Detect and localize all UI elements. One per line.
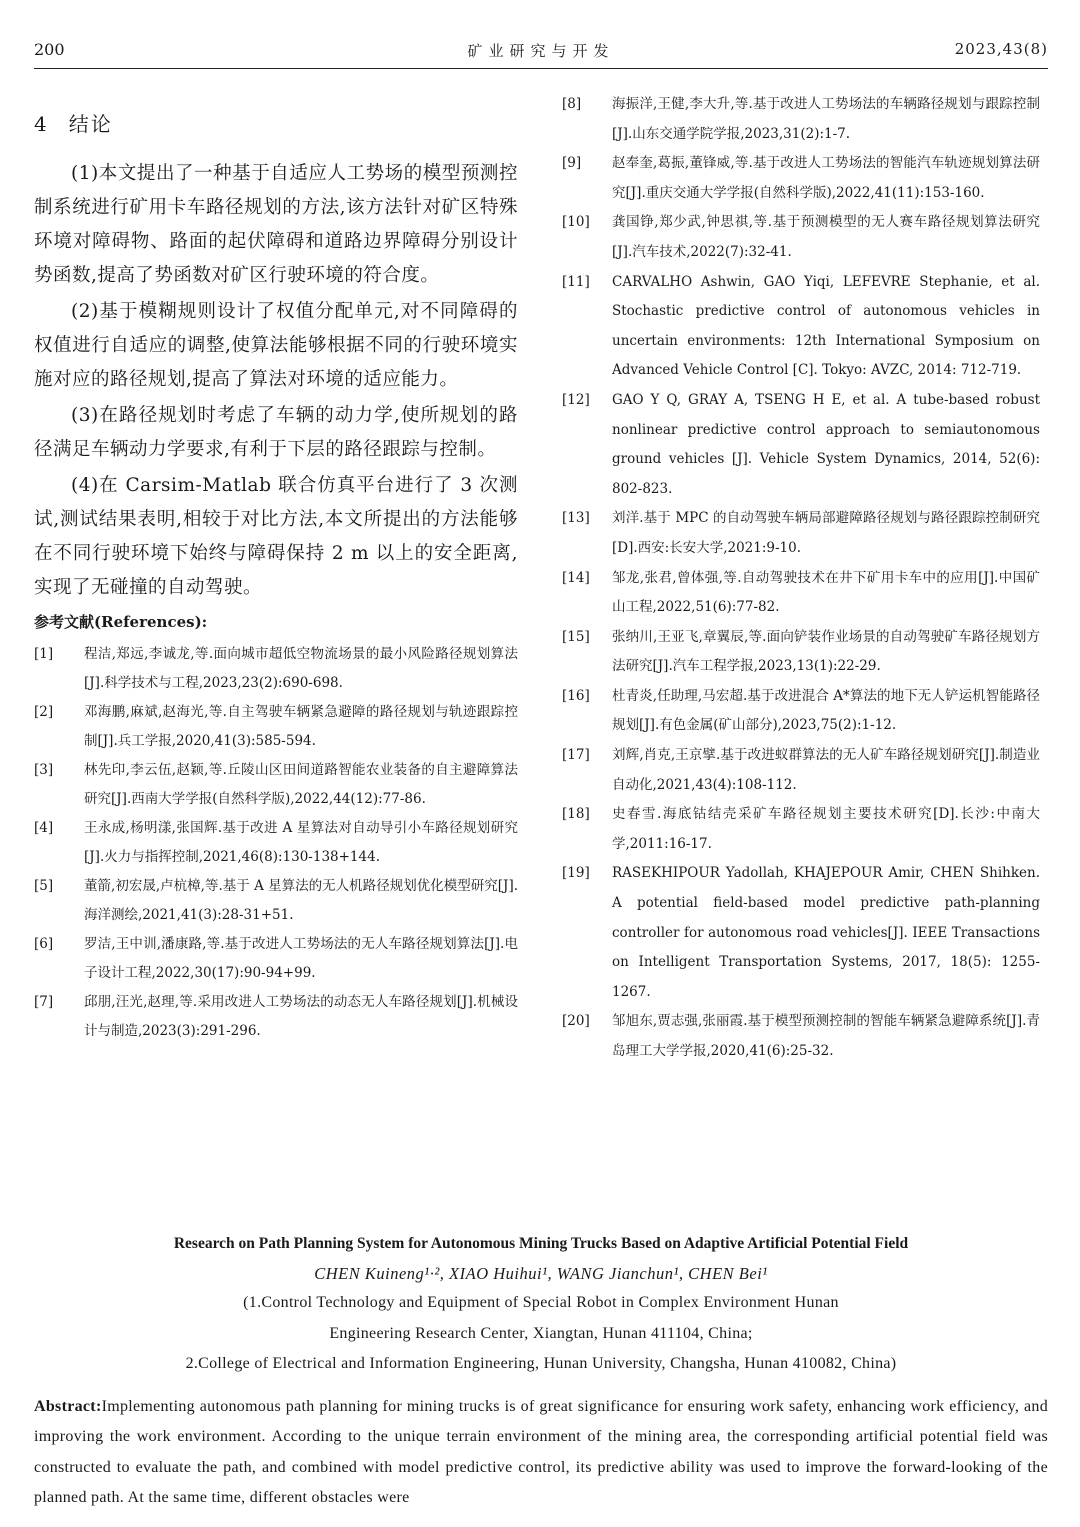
right-column bbox=[562, 90, 1040, 1067]
reference-number: [4] bbox=[34, 820, 54, 836]
reference-item bbox=[562, 149, 1040, 208]
reference-item bbox=[562, 859, 1040, 1007]
reference-text: 史春雪.海底钴结壳采矿车路径规划主要技术研究[D].长沙:中南大学,2011:16-17. bbox=[612, 806, 1040, 852]
reference-number: [2] bbox=[34, 704, 54, 720]
section-number: 4 bbox=[34, 112, 49, 136]
reference-number: [10] bbox=[562, 214, 590, 231]
reference-item bbox=[562, 741, 1040, 800]
reference-text: 杜青炎,任助理,马宏超.基于改进混合 A*算法的地下无人铲运机智能路径规划[J].有色金属(矿山部分),2023,75(2):1-12. bbox=[612, 687, 1040, 734]
english-authors: CHEN Kuineng¹·², XIAO Huihui¹, WANG Jianchun¹, CHEN Bei¹ bbox=[314, 1264, 768, 1283]
left-column bbox=[34, 108, 518, 1046]
reference-item bbox=[562, 208, 1040, 267]
reference-item bbox=[34, 698, 518, 756]
reference-text: CARVALHO Ashwin, GAO Yiqi, LEFEVRE Stephanie, et al. Stochastic predictive control of autonomous vehicles in uncertain environments: 12th International Symposium on Advanced Vehicle Control [C]. Tokyo: AVZC, 2014: 712-719. bbox=[612, 273, 1040, 379]
affiliation-line: Engineering Research Center, Xiangtan, Hunan 411104, China; bbox=[329, 1324, 753, 1342]
reference-number: [17] bbox=[562, 747, 590, 764]
reference-item bbox=[34, 640, 518, 698]
reference-item bbox=[562, 623, 1040, 682]
reference-number: [16] bbox=[562, 687, 590, 704]
section-title: 结论 bbox=[68, 112, 113, 136]
affiliation-line: 2.College of Electrical and Information Engineering, Hunan University, Changsha, Hunan 410082, China) bbox=[185, 1355, 897, 1372]
reference-item bbox=[562, 268, 1040, 386]
reference-text: 龚国铮,郑少武,钟思祺,等.基于预测模型的无人赛车路径规划算法研究[J].汽车技术,2022(7):32-41. bbox=[612, 214, 1040, 260]
reference-number: [20] bbox=[562, 1013, 590, 1030]
reference-item bbox=[34, 756, 518, 814]
reference-text: 张纳川,王亚飞,章翼辰,等.面向铲装作业场景的自动驾驶矿车路径规划方法研究[J].汽车工程学报,2023,13(1):22-29. bbox=[612, 628, 1040, 675]
reference-item bbox=[34, 930, 518, 988]
journal-title: 矿业研究与开发 bbox=[467, 42, 615, 60]
journal-issue: 2023,43(8) bbox=[954, 40, 1048, 58]
conclusion-paragraph: (1)本文提出了一种基于自适应人工势场的模型预测控制系统进行矿用卡车路径规划的方法,该方法针对矿区特殊环境对障碍物、路面的起伏障碍和道路边界障碍分别设计势函数,提高了势函数对矿区行驶环境的符合度。 bbox=[34, 163, 518, 286]
reference-number: [19] bbox=[562, 865, 590, 882]
reference-text: 刘辉,肖克,王京擘.基于改进蚁群算法的无人矿车路径规划研究[J].制造业自动化,2021,43(4):108-112. bbox=[612, 747, 1040, 793]
page-header bbox=[34, 38, 1048, 69]
page-number: 200 bbox=[34, 40, 65, 59]
reference-number: [14] bbox=[562, 569, 590, 586]
reference-item bbox=[34, 988, 518, 1046]
reference-number: [1] bbox=[34, 646, 54, 662]
reference-number: [9] bbox=[562, 155, 582, 172]
conclusion-paragraph: (3)在路径规划时考虑了车辆的动力学,使所规划的路径满足车辆动力学要求,有利于下层的路径跟踪与控制。 bbox=[34, 405, 518, 460]
reference-item bbox=[562, 682, 1040, 741]
reference-item bbox=[34, 872, 518, 930]
reference-text: 刘洋.基于 MPC 的自动驾驶车辆局部避障路径规划与路径跟踪控制研究[D].西安:长安大学,2021:9-10. bbox=[612, 510, 1040, 556]
reference-number: [18] bbox=[562, 806, 590, 823]
section-heading bbox=[34, 108, 518, 137]
reference-text: 程洁,郑远,李诚龙,等.面向城市超低空物流场景的最小风险路径规划算法[J].科学技术与工程,2023,23(2):690-698. bbox=[84, 646, 518, 691]
reference-number: [7] bbox=[34, 994, 54, 1010]
references-heading: 参考文献(References): bbox=[34, 613, 208, 631]
reference-text: RASEKHIPOUR Yadollah, KHAJEPOUR Amir, CHEN Shihken. A potential field-based model predictive path-planning controller for autonomous road vehicles[J]. IEEE Transactions on Intelligent Transportation Systems, 2017, 18(5): 1255-1267. bbox=[612, 865, 1040, 1000]
reference-number: [13] bbox=[562, 510, 590, 527]
reference-item bbox=[34, 814, 518, 872]
reference-number: [3] bbox=[34, 762, 54, 778]
reference-text: 林先印,李云伍,赵颖,等.丘陵山区田间道路智能农业装备的自主避障算法研究[J].西南大学学报(自然科学版),2022,44(12):77-86. bbox=[84, 762, 518, 807]
reference-number: [15] bbox=[562, 628, 590, 645]
abstract-label: Abstract: bbox=[34, 1397, 102, 1415]
reference-text: 罗洁,王中训,潘康路,等.基于改进人工势场法的无人车路径规划算法[J].电子设计工程,2022,30(17):90-94+99. bbox=[84, 936, 518, 981]
reference-number: [8] bbox=[562, 96, 582, 112]
conclusion-paragraph: (4)在 Carsim-Matlab 联合仿真平台进行了 3 次测试,测试结果表明,相较于对比方法,本文所提出的方法能够在不同行驶环境下始终与障碍保持 2 m 以上的安全距离,实现了无碰撞的自动驾驶。 bbox=[34, 475, 518, 598]
reference-number: [12] bbox=[562, 391, 590, 408]
reference-item bbox=[562, 90, 1040, 149]
reference-text: 邱朋,汪光,赵理,等.采用改进人工势场法的动态无人车路径规划[J].机械设计与制造,2023(3):291-296. bbox=[84, 994, 518, 1039]
reference-item bbox=[562, 800, 1040, 859]
reference-text: 邹旭东,贾志强,张丽霞.基于模型预测控制的智能车辆紧急避障系统[J].青岛理工大学学报,2020,41(6):25-32. bbox=[612, 1013, 1040, 1059]
reference-number: [11] bbox=[562, 273, 590, 290]
reference-text: GAO Y Q, GRAY A, TSENG H E, et al. A tube-based robust nonlinear predictive control approach to semiautonomous ground vehicles [J]. Vehicle System Dynamics, 2014, 52(6): 802-823. bbox=[612, 391, 1040, 497]
english-abstract-block bbox=[34, 1232, 1048, 1514]
reference-item bbox=[562, 504, 1040, 563]
reference-number: [5] bbox=[34, 878, 54, 894]
reference-text: 董箭,初宏晟,卢杭樟,等.基于 A 星算法的无人机路径规划优化模型研究[J].海洋测绘,2021,41(3):28-31+51. bbox=[84, 878, 518, 923]
reference-text: 赵奉奎,葛振,董锋威,等.基于改进人工势场法的智能汽车轨迹规划算法研究[J].重庆交通大学学报(自然科学版),2022,41(11):153-160. bbox=[612, 155, 1040, 201]
reference-text: 邹龙,张君,曾体强,等.自动驾驶技术在井下矿用卡车中的应用[J].中国矿山工程,2022,51(6):77-82. bbox=[612, 569, 1040, 616]
reference-text: 王永成,杨明漾,张国辉.基于改进 A 星算法对自动导引小车路径规划研究[J].火力与指挥控制,2021,46(8):130-138+144. bbox=[84, 820, 518, 865]
reference-item bbox=[562, 564, 1040, 623]
abstract-text: Implementing autonomous path planning for mining trucks is of great significance for ensuring work safety, enhancing work efficiency, and improving the work environment. According to the unique terrain environment of the mining area, the corresponding artificial potential field was constructed to evaluate the path, and combined with model predictive control, its predictive ability was used to improve the forward-looking of the planned path. At the same time, different obstacles were bbox=[34, 1397, 1048, 1506]
conclusion-paragraph: (2)基于模糊规则设计了权值分配单元,对不同障碍的权值进行自适应的调整,使算法能够根据不同的行驶环境实施对应的路径规划,提高了算法对环境的适应能力。 bbox=[34, 301, 518, 390]
reference-item bbox=[562, 386, 1040, 504]
reference-number: [6] bbox=[34, 936, 54, 952]
reference-item bbox=[562, 1007, 1040, 1066]
affiliation-line: (1.Control Technology and Equipment of Special Robot in Complex Environment Hunan bbox=[243, 1294, 839, 1311]
abstract bbox=[34, 1392, 1048, 1514]
english-title: Research on Path Planning System for Autonomous Mining Trucks Based on Adaptive Artificial Potential Field bbox=[173, 1235, 909, 1252]
reference-text: 邓海鹏,麻斌,赵海光,等.自主驾驶车辆紧急避障的路径规划与轨迹跟踪控制[J].兵工学报,2020,41(3):585-594. bbox=[84, 704, 518, 749]
reference-text: 海振洋,王健,李大升,等.基于改进人工势场法的车辆路径规划与跟踪控制[J].山东交通学院学报,2023,31(2):1-7. bbox=[612, 96, 1040, 142]
